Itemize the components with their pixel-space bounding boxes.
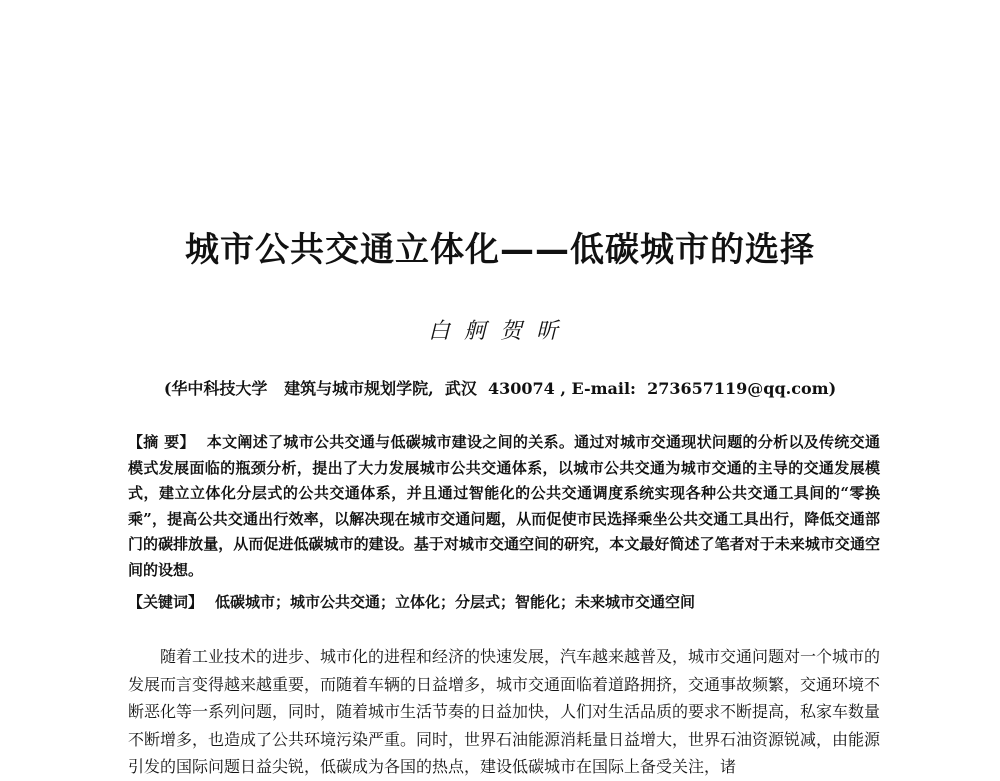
- paper-title: 城市公共交通立体化——低碳城市的选择: [185, 230, 815, 270]
- body-paragraph: 随着工业技术的进步、城市化的进程和经济的快速发展，汽车越来越普及，城市交通问题对一个城市的发展而言变得越来越重要，而随着车辆的日益增多，城市交通面临着道路拥挤，交通事故频繁，交通环境不断恶化等一系列问题，同时，随着城市生活节奏的日益加快，人们对生活品质的要求不断提高，私家车数量不断增多，也造成了公共环境污染严重。同时，世界石油能源消耗量日益增大，世界石油资源锐减，由能源引发的国际问题日益尖锐，低碳成为各国的热点，建设低碳城市在国际上备受关注，诸: [128, 647, 881, 776]
- keywords-section: [128, 590, 880, 615]
- paper-authors: 白舸贺昕: [427, 319, 572, 344]
- keywords-label: 【关键词】: [128, 593, 204, 611]
- abstract-section: [128, 430, 880, 583]
- abstract-label: 【摘 要】: [128, 433, 195, 451]
- abstract-text: 本文阐述了城市公共交通与低碳城市建设之间的关系。通过对城市交通现状问题的分析以及传统交通模式发展面临的瓶颈分析，提出了大力发展城市公共交通体系，以城市公共交通为城市交通的主导的交通发展模式，建立立体化分层式的公共交通体系，并且通过智能化的公共交通调度系统实现各种公共交通工具间的“零换乘”，提高公共交通出行效率，以解决现在城市交通问题，从而促使市民选择乘坐公共交通工具出行，降低交通部门的碳排放量，从而促进低碳城市的建设。基于对城市交通空间的研究，本文最好简述了笔者对于未来城市交通空间的设想。: [128, 433, 880, 579]
- keywords-text: 低碳城市；城市公共交通；立体化；分层式；智能化；未来城市交通空间: [215, 593, 696, 611]
- paper-affiliation: (华中科技大学 建筑与城市规划学院, 武汉 430074 , E-mail: 273657119@qq.com): [163, 379, 837, 398]
